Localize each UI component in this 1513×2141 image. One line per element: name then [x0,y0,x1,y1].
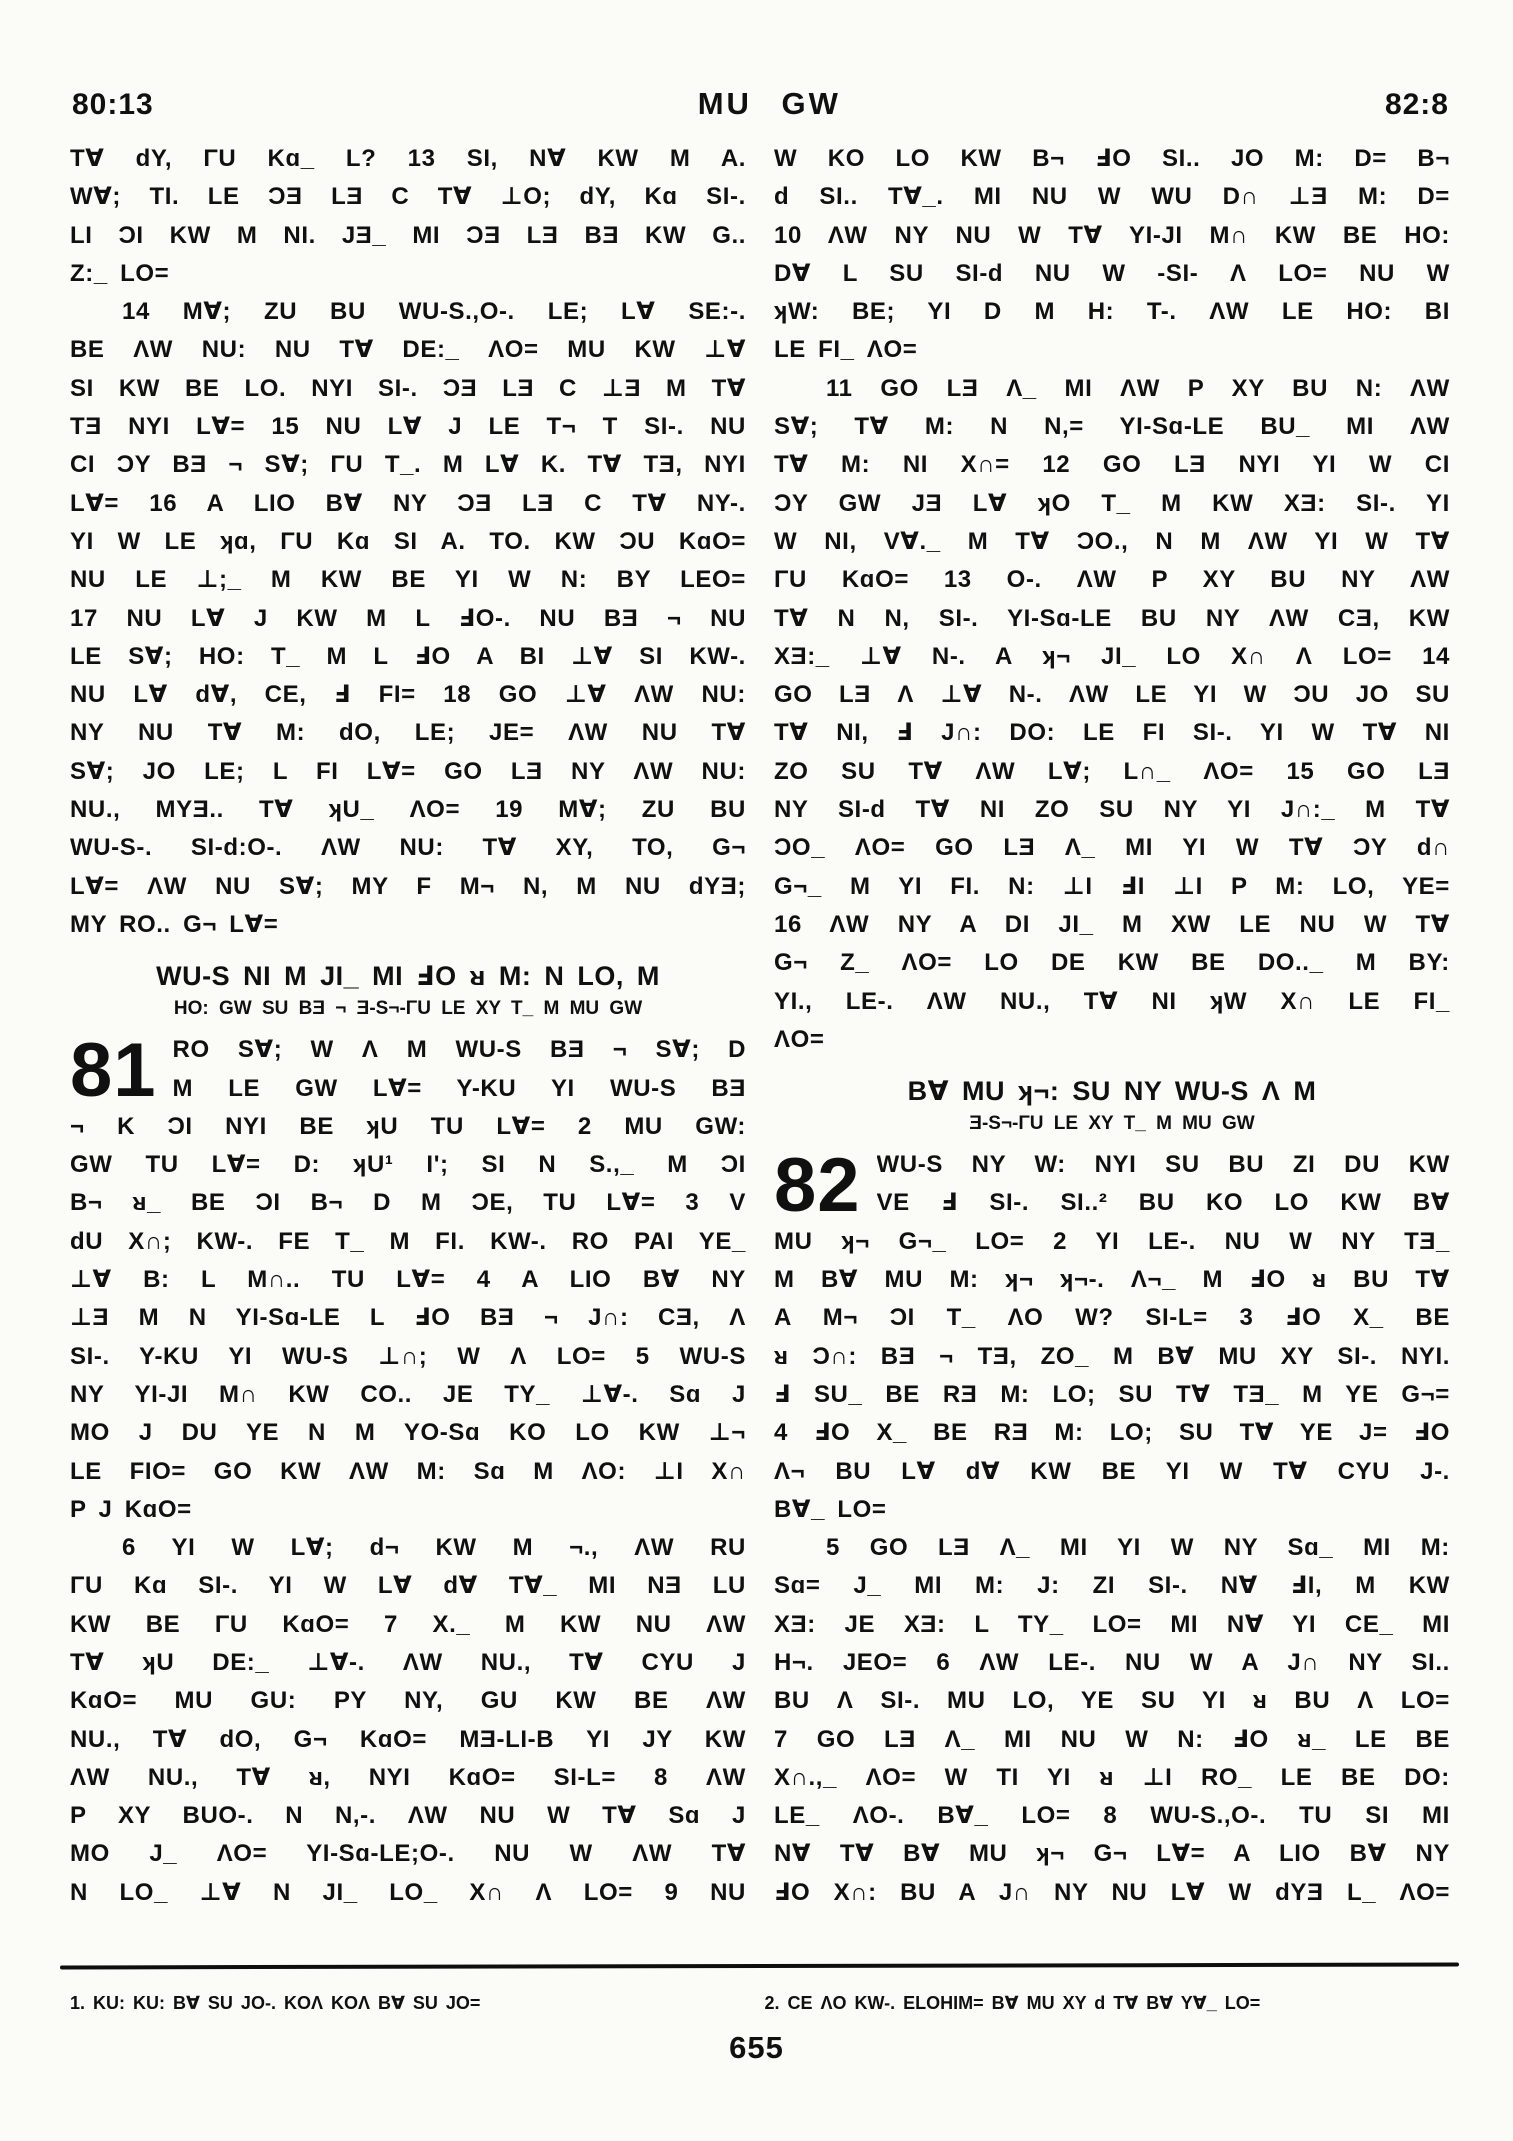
text-line: VE Ⅎ SI-. SI..² BU KO LO KW B∀ [876,1189,1450,1217]
text-line: d SI.. T∀_. MI NU W WU D∩ ⊥Ǝ M: D= [774,183,1450,211]
footnote-1: 1. KU: KU: B∀ SU JO-. KOΛ KOΛ B∀ SU JO= [70,1993,481,2013]
text-line: 11 GO LƎ Λ_ MI ΛW P XY BU N: ΛW [826,374,1450,402]
text-line: ΛO= [774,1025,825,1053]
text-line: D∀ L SU SI-d NU W -SI- Λ LO= NU W [774,259,1450,287]
text-line: NU., MYƎ.. T∀ ʞU_ ΛO= 19 M∀; ZU BU [70,796,746,824]
verse-number: 16 [774,910,802,938]
text-line: MO J_ ΛO= YI-Sɑ-LE;O-. NU W ΛW T∀ [70,1840,746,1868]
text-line: WU-S NY W: NYI SU BU ZI DU KW [876,1151,1450,1179]
text-line: W NI, V∀._ M T∀ ƆO., N M ΛW YI W T∀ [774,527,1450,555]
text-line: G¬_ M YI FI. N: ⊥I ℲI ⊥I P M: LO, YE= [774,872,1450,900]
text-line: dU X∩; KW-. FE T_ M FI. KW-. RO PAI YE_ [70,1227,746,1255]
psalm-81 [70,1028,746,1912]
verse-number: 7 [774,1725,788,1753]
text-line: X∩.,_ ΛO= W TI YI ᴚ ⊥I RO_ LE BE DO: [774,1763,1450,1791]
verse-number: 2 [577,1112,592,1140]
verse-number: 4 [476,1266,491,1294]
verse-number: 5 [826,1534,840,1562]
psalm-number: 81 [70,1028,157,1114]
text-line: T∀ M: NI X∩= 12 GO LƎ NYI YI W CI [774,451,1450,479]
text-line: ΛW NU., T∀ ᴚ, NYI KɑO= SI-L= 8 ΛW [70,1763,746,1791]
text-line: SI-. Y-KU YI WU-S ⊥∩; W Λ LO= 5 WU-S [70,1342,746,1370]
verse-number: 18 [443,681,472,709]
text-line: ʞW: BE; YI D M H: T-. ΛW LE HO: BI [774,298,1450,326]
page-number: 655 [729,2030,784,2065]
text-line: ƆY GW JƎ L∀ ʞO T_ M KW XƎ: SI-. YI [774,489,1450,517]
psalm-number: 82 [774,1143,861,1229]
text-line: Sɑ= J_ MI M: J: ZI SI-. N∀ ℲI, M KW [774,1572,1450,1600]
verse-number: 3 [685,1189,700,1217]
text-line: Λ¬ BU L∀ d∀ KW BE YI W T∀ CYU J-. [774,1457,1450,1485]
text-line: ᴚ Ɔ∩: BƎ ¬ TƎ, ZO_ M B∀ MU XY SI-. NYI. [774,1342,1450,1370]
text-line: RO S∀; W Λ M WU-S BƎ ¬ S∀; D [172,1036,746,1064]
verse-number: 8 [1103,1802,1118,1830]
text-line: NU L∀ d∀, CE, Ⅎ FI= 18 GO ⊥∀ ΛW NU: [70,681,746,709]
text-line: 10 ΛW NY NU W T∀ YI-JI M∩ KW BE HO: [774,221,1450,249]
verse-number: 17 [70,604,98,632]
text-line: M LE GW L∀= Y-KU YI WU-S BƎ [172,1074,746,1102]
text-line: L∀= 16 A LIO B∀ NY ƆƎ LƎ C T∀ NY-. [70,489,746,517]
verse-number: 9 [664,1878,679,1906]
text-line: MO J DU YE N M YO-Sɑ KO LO KW ⊥¬ [70,1419,746,1447]
text-line: 14 M∀; ZU BU WU-S.,O-. LE; L∀ SE:-. [122,298,746,326]
psalm-subtitle: Ǝ-S¬-ΓU LE XY T_ M MU GW [969,1113,1255,1135]
text-line: ΓU KɑO= 13 O-. ΛW P XY BU NY ΛW [774,566,1450,594]
verse-number: 12 [1042,451,1071,479]
verse-number: 14 [122,298,150,326]
text-line: 7 GO LƎ Λ_ MI NU W N: ℲO ᴚ_ LE BE [774,1725,1450,1753]
text-line: T∀ NI, Ⅎ J∩: DO: LE FI SI-. YI W T∀ NI [774,719,1450,747]
text-line: 6 YI W L∀; d¬ KW M ¬., ΛW RU [122,1534,746,1562]
verse-number: 15 [1286,757,1315,785]
text-line: ⊥∀ B: L M∩.. TU L∀= 4 A LIO B∀ NY [70,1266,746,1294]
text-line: ℲO X∩: BU A J∩ NY NU L∀ W dYƎ L_ ΛO= [774,1878,1450,1906]
text-line: Z:_ LO= [70,259,170,287]
text-line: 16 ΛW NY A DI JI_ M XW LE NU W T∀ [774,910,1450,938]
text-line: N LO_ ⊥∀ N JI_ LO_ X∩ Λ LO= 9 NU [70,1878,746,1906]
text-line: GW TU L∀= D: ʞU¹ I'; SI N S.,_ M ƆI [70,1151,746,1179]
verse-number: 3 [1239,1304,1254,1332]
text-line: NY SI-d T∀ NI ZO SU NY YI J∩:_ M T∀ [774,796,1450,824]
text-line: W∀; TI. LE ƆƎ LƎ C T∀ ⊥O; dY, Kɑ SI-. [70,183,746,211]
text-line: SI KW BE LO. NYI SI-. ƆƎ LƎ C ⊥Ǝ M T∀ [70,374,746,402]
verse-number: 4 [774,1419,788,1447]
text-line: LE FI_ ΛO= [774,336,918,364]
psalm-heading: WU-S NI M JI_ MI ℲO ᴚ M: N LO, M [156,961,660,992]
text-line: T∀ dY, ΓU Kɑ_ L? 13 SI, N∀ KW M A. [70,145,746,172]
text-line: H¬. JEO= 6 ΛW LE-. NU W A J∩ NY SI.. [774,1648,1450,1676]
verse-number: 8 [654,1763,668,1791]
right-column [774,140,1450,1912]
verse-number: 6 [122,1534,136,1562]
text-line: W KO LO KW B¬ ℲO SI.. JO M: D= B¬ [774,145,1450,172]
text-line: ƆO_ ΛO= GO LƎ Λ_ MI YI W T∀ ƆY d∩ [774,834,1450,862]
text-line: CI ƆY BƎ ¬ S∀; ΓU T_. M L∀ K. T∀ TƎ, NYI [70,451,746,479]
verse-number: 15 [271,413,300,441]
text-line: ¬ K ƆI NYI BE ʞU TU L∀= 2 MU GW: [70,1112,746,1140]
left-column [70,140,746,1912]
text-line: KW BE ΓU KɑO= 7 X._ M KW NU ΛW [70,1610,746,1638]
text-line: LE S∀; HO: T_ M L ℲO A BI ⊥∀ SI KW-. [70,642,746,670]
text-line: LI ƆI KW M NI. JƎ_ MI ƆƎ LƎ BƎ KW G.. [70,221,746,249]
verse-number: 7 [383,1610,398,1638]
text-line: 5 GO LƎ Λ_ MI YI W NY Sɑ_ MI M: [826,1534,1450,1562]
text-line: Ⅎ SU_ BE RƎ M: LO; SU T∀ TƎ_ M YE G¬= [774,1380,1450,1408]
text-line: B¬ ᴚ_ BE ƆI B¬ D M ƆE, TU L∀= 3 V [70,1189,746,1217]
psalm-heading: B∀ MU ʞ¬: SU NY WU-S Λ M [907,1076,1317,1107]
text-line: T∀ ʞU DE:_ ⊥∀-. ΛW NU., T∀ CYU J [70,1648,746,1676]
text-line: MU ʞ¬ G¬_ LO= 2 YI LE-. NU W NY TƎ_ [774,1227,1450,1255]
footnotes [70,1990,1459,2016]
text-line: WU-S-. SI-d:O-. ΛW NU: T∀ XY, TO, G¬ [70,834,746,862]
text-line: 17 NU L∀ J KW M L ℲO-. NU BƎ ¬ NU [70,604,746,632]
verse-number: 13 [943,566,972,594]
text-line: G¬ Z_ ΛO= LO DE KW BE DO.._ M BY: [774,949,1450,977]
text-line: N∀ T∀ B∀ MU ʞ¬ G¬ L∀= A LIO B∀ NY [774,1840,1450,1868]
text-line: 4 ℲO X_ BE RƎ M: LO; SU T∀ YE J= ℲO [774,1419,1450,1447]
text-line: T∀ N N, SI-. YI-Sɑ-LE BU NY ΛW CƎ, KW [774,604,1450,632]
text-line: LE FIO= GO KW ΛW M: Sɑ M ΛO: ⊥I X∩ [70,1457,746,1485]
text-line: YI., LE-. ΛW NU., T∀ NI ʞW X∩ LE FI_ [774,987,1450,1015]
verse-number: 11 [826,374,853,402]
text-line: S∀; JO LE; L FI L∀= GO LƎ NY ΛW NU: [70,757,746,785]
text-line: B∀_ LO= [774,1495,887,1523]
text-line: TƎ NYI L∀= 15 NU L∀ J LE T¬ T SI-. NU [70,413,746,441]
header-ref-left: 80:13 [72,88,154,121]
verse-number: 5 [635,1342,650,1370]
text-line: LE_ ΛO-. B∀_ LO= 8 WU-S.,O-. TU SI MI [774,1802,1450,1830]
text-line: ⊥Ǝ M N YI-Sɑ-LE L ℲO BƎ ¬ J∩: CƎ, Λ [70,1304,746,1332]
verse-number: 19 [495,796,524,824]
text-line: NU., T∀ dO, G¬ KɑO= MƎ-LI-B YI JY KW [70,1725,746,1753]
text-line: BU Λ SI-. MU LO, YE SU YI ᴚ BU Λ LO= [774,1687,1450,1715]
text-line: A M¬ ƆI T_ ΛO W? SI-L= 3 ℲO X_ BE [774,1304,1450,1332]
text-line: ΓU Kɑ SI-. YI W L∀ d∀ T∀_ MI NƎ LU [70,1572,746,1600]
text-body [70,140,1450,1912]
verse-number: 10 [774,221,802,249]
text-line: L∀= ΛW NU S∀; MY F M¬ N, M NU dYƎ; [70,872,746,900]
text-line: NU LE ⊥;_ M KW BE YI W N: BY LEO= [70,566,746,594]
book-title: MU GW [697,86,841,121]
verse-number: 14 [1422,642,1450,670]
text-line: NY NU T∀ M: dO, LE; JE= ΛW NU T∀ [70,719,746,747]
text-line: XƎ: JE XƎ: L TY_ LO= MI N∀ YI CE_ MI [774,1610,1450,1638]
text-line: GO LƎ Λ ⊥∀ N-. ΛW LE YI W ƆU JO SU [774,681,1450,709]
footnote-2: 2. CE ΛO KW-. ELOHIM= B∀ MU XY d T∀ B∀ Y∀_ LO= [764,1993,1261,2013]
page-header [72,86,1449,122]
psalm-82 [774,1143,1450,1912]
header-ref-right: 82:8 [1384,88,1449,121]
text-line: M B∀ MU M: ʞ¬ ʞ¬-. Λ¬_ M ℲO ᴚ BU T∀ [774,1266,1450,1294]
psalm-subtitle: HO: GW SU BƎ ¬ Ǝ-S¬-ΓU LE XY T_ M MU GW [173,998,643,1020]
text-line: S∀; T∀ M: N N,= YI-Sɑ-LE BU_ MI ΛW [774,413,1450,441]
text-line: BE ΛW NU: NU T∀ DE:_ ΛO= MU KW ⊥∀ [70,336,746,364]
verse-number: 16 [149,489,178,517]
footnote-divider [60,1963,1459,1970]
text-line: YI W LE ʞɑ, ΓU Kɑ SI A. TO. KW ƆU KɑO= [70,527,746,555]
text-line: NY YI-JI M∩ KW CO.. JE TY_ ⊥∀-. Sɑ J [70,1380,746,1408]
text-line: KɑO= MU GU: PY NY, GU KW BE ΛW [70,1687,746,1715]
text-line: P XY BUO-. N N,-. ΛW NU W T∀ Sɑ J [70,1802,746,1830]
verse-number: 13 [407,145,436,172]
verse-number: 6 [936,1648,951,1676]
text-line: MY RO.. G¬ L∀= [70,910,279,938]
text-line: XƎ:_ ⊥∀ N-. A ʞ¬ JI_ LO X∩ Λ LO= 14 [774,642,1450,670]
verse-number: 2 [1053,1227,1068,1255]
text-line: P J KɑO= [70,1495,192,1523]
text-line: ZO SU T∀ ΛW L∀; L∩_ ΛO= 15 GO LƎ [774,757,1450,785]
